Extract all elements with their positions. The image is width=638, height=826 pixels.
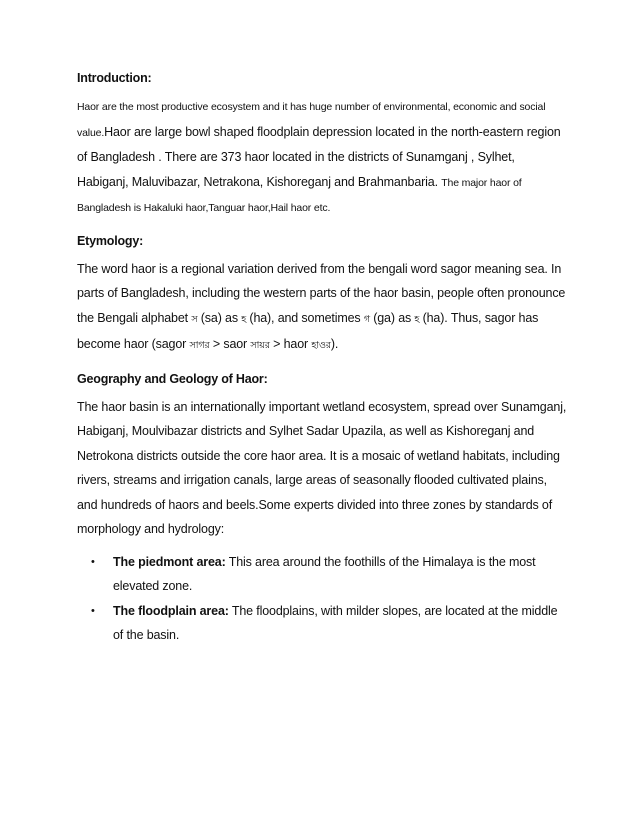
etymology-text: The word haor is a regional variation derived from the bengali word sagor meaning sea. In parts of Bangladesh, including the western parts of the haor basin, people often pronounce the Bengali alphabet	[77, 261, 566, 325]
etymology-paragraph	[77, 257, 567, 359]
bengali-letter-ha: হ	[241, 313, 247, 325]
introduction-paragraph	[77, 94, 567, 221]
list-item-piedmont-area	[77, 550, 567, 599]
etymology-text: > saor	[209, 337, 251, 351]
zone-term: The piedmont area:	[113, 554, 226, 569]
bengali-letter-sa: স	[191, 313, 198, 325]
bullet-icon: •	[91, 555, 95, 568]
zones-list	[77, 550, 567, 648]
zone-description: The floodplains, with milder slopes, are located at the middle of the basin.	[113, 603, 558, 642]
introduction-text-small: Haor are the most productive ecosystem and it has huge number of environmental, economic and social value.	[77, 101, 546, 139]
introduction-heading: Introduction:	[77, 71, 152, 85]
introduction-text-major-haors: The major haor of Bangladesh is Hakaluki haor,Tanguar haor,Hail haor etc.	[77, 176, 522, 214]
bengali-word-sagor: সাগর	[189, 340, 210, 351]
etymology-heading: Etymology:	[77, 233, 144, 248]
etymology-text: (ha). Thus, sagor has become haor (sagor	[77, 310, 539, 351]
geography-heading: Geography and Geology of Haor:	[77, 371, 268, 386]
etymology-text: ).	[330, 337, 339, 351]
bullet-icon: •	[91, 604, 95, 617]
geography-paragraph: The haor basin is an internationally important wetland ecosystem, spread over Sunamganj, Habiganj, Moulvibazar districts and Sylhet Sadar Upazila, as well as Kishoreganj and Netrokona districts outside the core haor area. It is a mosaic of wetland habitats, including rivers, streams and irrigation canals, large areas of seasonally flooded cultivated plains, and hundreds of haors and beels.Some experts divided into three zones by standards of morphology and hydrology:	[77, 399, 567, 536]
bengali-letter-ga: গ	[363, 313, 370, 325]
introduction-text-main: Haor are large bowl shaped floodplain depression located in the north-eastern region of Bangladesh . There are 373 haor located in the districts of Sunamganj , Sylhet, Habiganj, Maluvibazar, Netrakona, Kishoreganj and Brahmanbaria.	[77, 124, 561, 189]
etymology-text: (sa) as	[197, 310, 242, 325]
list-item-floodplain-area	[77, 599, 567, 648]
etymology-text: (ha), and sometimes	[246, 310, 364, 325]
bengali-word-haor: হাওর	[311, 340, 331, 351]
zone-term: The floodplain area:	[113, 603, 229, 618]
bengali-letter-ha: হ	[414, 313, 420, 325]
zone-description: This area around the foothills of the Himalaya is the most elevated zone.	[113, 554, 536, 593]
etymology-text: > haor	[269, 337, 312, 351]
document-body	[77, 70, 567, 648]
etymology-text: (ga) as	[369, 310, 415, 325]
bengali-word-saor: সায়র	[250, 340, 270, 351]
